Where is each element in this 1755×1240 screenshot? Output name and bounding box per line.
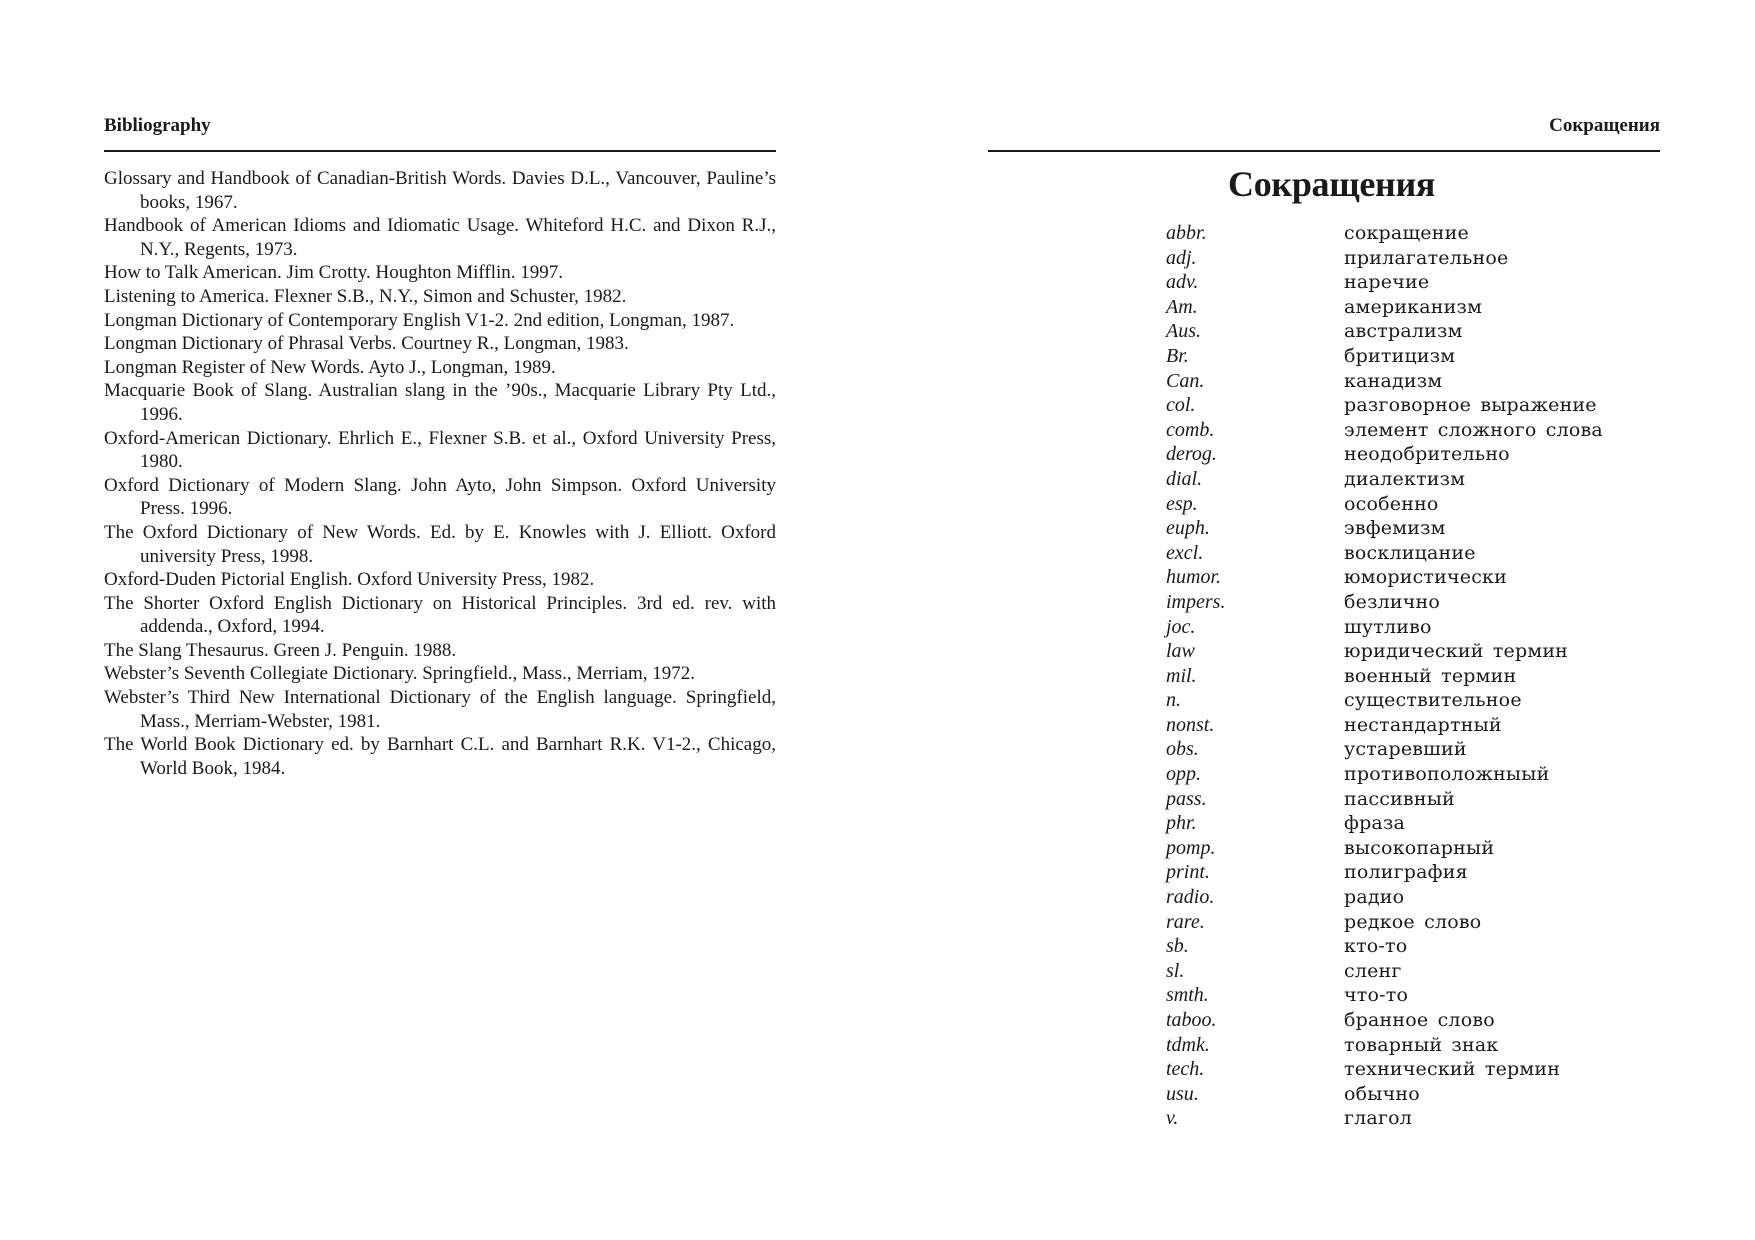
bibliography-entry: Oxford-Duden Pictorial English. Oxford University Press, 1982. [104, 569, 595, 591]
abbreviation-meaning: канадизм [1344, 369, 1443, 392]
abbreviation-row [1166, 811, 1646, 836]
abbreviation-row [1166, 295, 1646, 320]
bibliography-entry: Macquarie Book of Slang. Australian slang in the ’90s., Macquarie Library Pty Ltd., 1996. [104, 380, 776, 425]
abbreviation-row [1166, 492, 1646, 517]
abbreviation-meaning: шутливо [1344, 615, 1432, 638]
bibliography-entry: Oxford Dictionary of Modern Slang. John Ayto, John Simpson. Oxford University Press. 1996. [104, 474, 776, 520]
abbreviation-term: sl. [1166, 959, 1185, 982]
abbreviation-meaning: глагол [1344, 1107, 1413, 1130]
abbreviation-meaning: сокращение [1344, 222, 1469, 244]
abbreviation-row [1166, 860, 1646, 885]
right-page [988, 0, 1660, 1240]
abbreviation-term: esp. [1166, 492, 1198, 515]
bibliography-entry: The Slang Thesaurus. Green J. Penguin. 1988. [104, 639, 457, 661]
abbreviation-meaning: особенно [1344, 492, 1439, 515]
bibliography-entry: Glossary and Handbook of Canadian-British Words. Davies D.L., Vancouver, Pauline’s books, 1967. [104, 168, 776, 213]
bibliography-entry: Handbook of American Idioms and Idiomatic Usage. Whiteford H.C. and Dixon R.J., N.Y., Regents, 1973. [104, 215, 776, 260]
abbreviation-term: pomp. [1166, 836, 1216, 859]
abbreviation-row [1166, 467, 1646, 492]
abbreviation-row [1166, 639, 1646, 664]
abbreviation-row [1166, 393, 1646, 418]
abbreviation-meaning: радио [1344, 886, 1405, 909]
abbreviation-term: impers. [1166, 590, 1226, 613]
abbreviation-term: humor. [1166, 566, 1222, 589]
abbreviation-term: smth. [1166, 984, 1209, 1007]
abbreviation-row [1166, 885, 1646, 910]
abbreviation-meaning: устаревший [1344, 738, 1467, 761]
abbreviation-row [1166, 787, 1646, 812]
abbreviation-row [1166, 737, 1646, 762]
abbreviation-meaning: высокопарный [1344, 836, 1495, 859]
abbreviation-meaning: восклицание [1344, 541, 1476, 564]
bibliography-entry: The World Book Dictionary ed. by Barnhart C.L. and Barnhart R.K. V1-2., Chicago, World Book, 1984. [104, 734, 776, 779]
bibliography-list [104, 167, 776, 780]
abbreviation-row [1166, 221, 1646, 246]
bibliography-entry: Longman Register of New Words. Ayto J., Longman, 1989. [104, 356, 556, 378]
abbreviation-term: Br. [1166, 344, 1189, 367]
right-header-rule [988, 150, 1660, 152]
abbreviation-meaning: наречие [1344, 271, 1430, 294]
abbreviation-row [1166, 1008, 1646, 1033]
abbreviations-title: Сокращения [1228, 164, 1436, 204]
abbreviation-meaning: американизм [1344, 295, 1483, 318]
abbreviation-meaning: неодобрительно [1344, 443, 1510, 466]
abbreviation-row [1166, 934, 1646, 959]
left-header-rule [104, 150, 776, 152]
abbreviation-meaning: эвфемизм [1344, 517, 1446, 540]
abbreviation-row [1166, 442, 1646, 467]
abbreviation-meaning: товарный знак [1344, 1033, 1499, 1056]
left-page [104, 0, 776, 1240]
abbreviation-row [1166, 688, 1646, 713]
abbreviation-term: col. [1166, 394, 1196, 417]
abbreviation-meaning: юридический термин [1344, 640, 1569, 663]
abbreviation-row [1166, 270, 1646, 295]
abbreviation-meaning: полиграфия [1344, 861, 1468, 884]
abbreviation-term: radio. [1166, 886, 1215, 909]
abbreviation-meaning: бритицизм [1344, 344, 1456, 367]
abbreviation-meaning: существительное [1344, 689, 1522, 712]
left-running-head: Bibliography [104, 115, 211, 136]
abbreviation-term: obs. [1166, 738, 1199, 761]
abbreviation-term: pass. [1166, 787, 1207, 810]
abbreviation-meaning: нестандартный [1344, 713, 1502, 736]
abbreviation-meaning: безлично [1344, 590, 1441, 613]
abbreviation-term: rare. [1166, 910, 1205, 933]
abbreviation-meaning: прилагательное [1344, 246, 1509, 269]
abbreviation-meaning: австрализм [1344, 320, 1463, 343]
abbreviation-meaning: что-то [1344, 984, 1409, 1007]
abbreviation-row [1166, 369, 1646, 394]
abbreviation-meaning: противоположныый [1344, 763, 1550, 786]
abbreviation-row [1166, 541, 1646, 566]
abbreviation-term: v. [1166, 1107, 1179, 1130]
bibliography-entry: Oxford-American Dictionary. Ehrlich E., Flexner S.B. et al., Oxford University Press, 1980. [104, 427, 776, 473]
abbreviation-term: abbr. [1166, 222, 1207, 244]
abbreviation-meaning: пассивный [1344, 787, 1455, 810]
abbreviation-meaning: элемент сложного слова [1344, 418, 1603, 441]
abbreviation-meaning: диалектизм [1344, 467, 1466, 490]
abbreviation-term: sb. [1166, 935, 1189, 958]
abbreviation-row [1166, 246, 1646, 271]
abbreviation-row [1166, 1082, 1646, 1107]
abbreviation-term: tech. [1166, 1058, 1205, 1081]
abbreviations-list [1166, 221, 1646, 1131]
abbreviation-meaning: фраза [1344, 812, 1406, 835]
abbreviation-row [1166, 418, 1646, 443]
abbreviation-term: dial. [1166, 467, 1203, 490]
abbreviation-meaning: юмористически [1344, 566, 1507, 589]
abbreviation-row [1166, 319, 1646, 344]
abbreviation-meaning: кто-то [1344, 935, 1408, 958]
abbreviation-row [1166, 983, 1646, 1008]
abbreviation-term: phr. [1166, 812, 1197, 835]
abbreviation-term: nonst. [1166, 713, 1215, 736]
abbreviation-term: opp. [1166, 763, 1201, 786]
abbreviation-row [1166, 1106, 1646, 1131]
bibliography-entry: Webster’s Seventh Collegiate Dictionary. Springfield., Mass., Merriam, 1972. [104, 663, 696, 685]
abbreviation-row [1166, 959, 1646, 984]
abbreviation-term: mil. [1166, 664, 1197, 687]
abbreviation-term: n. [1166, 689, 1181, 712]
bibliography-entry: The Oxford Dictionary of New Words. Ed. by E. Knowles with J. Elliott. Oxford university Press, 1998. [104, 521, 776, 567]
abbreviation-term: adj. [1166, 246, 1197, 269]
abbreviation-term: Aus. [1166, 320, 1201, 343]
abbreviation-term: tdmk. [1166, 1033, 1210, 1056]
bibliography-entry: Webster’s Third New International Dictionary of the English language. Springfield, Mass., Merriam-Webster, 1981. [104, 687, 776, 732]
abbreviation-meaning: технический термин [1344, 1058, 1561, 1081]
abbreviation-term: usu. [1166, 1082, 1199, 1105]
bibliography-entry: Longman Dictionary of Phrasal Verbs. Courtney R., Longman, 1983. [104, 333, 629, 355]
abbreviation-row [1166, 344, 1646, 369]
abbreviation-row [1166, 516, 1646, 541]
abbreviation-meaning: разговорное выражение [1344, 394, 1597, 417]
abbreviation-row [1166, 664, 1646, 689]
abbreviation-row [1166, 910, 1646, 935]
abbreviation-row [1166, 615, 1646, 640]
abbreviation-term: comb. [1166, 418, 1215, 441]
abbreviation-meaning: сленг [1344, 959, 1402, 982]
abbreviation-row [1166, 565, 1646, 590]
abbreviation-row [1166, 590, 1646, 615]
abbreviation-meaning: военный термин [1344, 664, 1517, 687]
abbreviation-row [1166, 1033, 1646, 1058]
bibliography-entry: The Shorter Oxford English Dictionary on Historical Principles. 3rd ed. rev. with addenda., Oxford, 1994. [104, 592, 776, 638]
abbreviation-term: adv. [1166, 271, 1199, 294]
abbreviation-term: taboo. [1166, 1009, 1217, 1031]
abbreviation-meaning: редкое слово [1344, 910, 1482, 933]
right-running-head: Сокращения [1549, 115, 1660, 136]
abbreviation-term: excl. [1166, 541, 1204, 564]
bibliography-entry: Listening to America. Flexner S.B., N.Y., Simon and Schuster, 1982. [104, 285, 627, 307]
bibliography-entry: How to Talk American. Jim Crotty. Houghton Mifflin. 1997. [104, 262, 564, 284]
abbreviation-row [1166, 713, 1646, 738]
abbreviation-meaning: обычно [1344, 1082, 1420, 1105]
abbreviation-term: Can. [1166, 369, 1205, 392]
abbreviation-row [1166, 836, 1646, 861]
abbreviation-term: euph. [1166, 517, 1210, 540]
abbreviation-meaning: бранное слово [1344, 1009, 1495, 1031]
abbreviation-row [1166, 762, 1646, 787]
abbreviation-term: derog. [1166, 443, 1217, 466]
abbreviation-term: joc. [1166, 615, 1196, 638]
abbreviation-term: print. [1166, 861, 1210, 884]
bibliography-entry: Longman Dictionary of Contemporary English V1-2. 2nd edition, Longman, 1987. [104, 309, 735, 331]
abbreviation-term: law [1166, 640, 1195, 663]
abbreviation-term: Am. [1166, 295, 1198, 318]
abbreviation-row [1166, 1057, 1646, 1082]
